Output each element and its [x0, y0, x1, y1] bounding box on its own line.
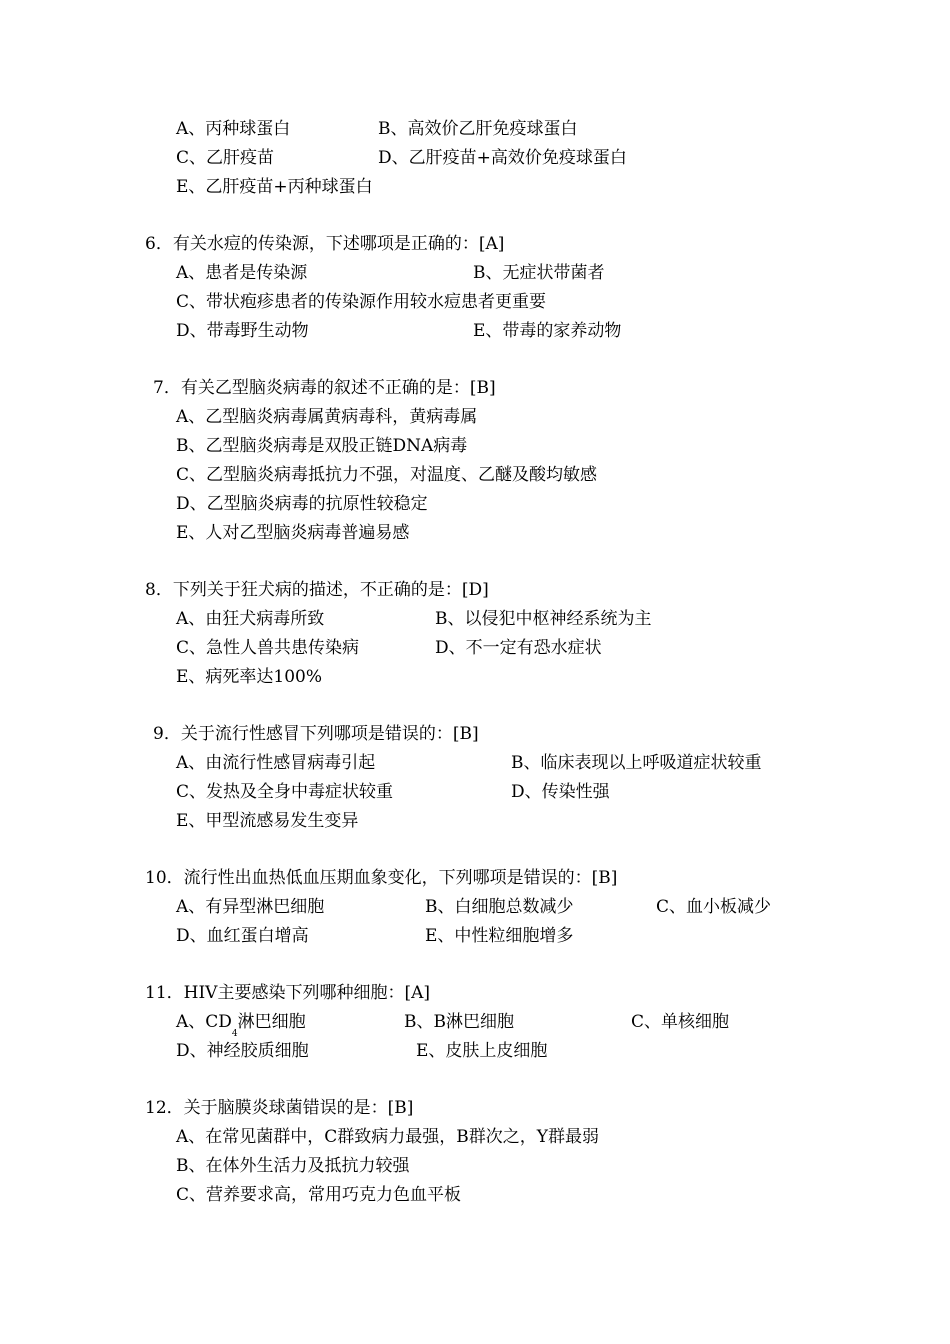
q8-option-b: B、以侵犯中枢神经系统为主 — [435, 609, 652, 629]
q10-stem: 10．流行性出血热低血压期血象变化，下列哪项是错误的：[B] — [145, 868, 618, 888]
q5-option-d: D、乙肝疫苗+高效价免疫球蛋白 — [378, 148, 627, 168]
q7-option-d: D、乙型脑炎病毒的抗原性较稳定 — [176, 494, 428, 514]
q9-option-b: B、临床表现以上呼吸道症状较重 — [511, 753, 762, 773]
q7-stem: 7．有关乙型脑炎病毒的叙述不正确的是：[B] — [153, 378, 496, 398]
q10-option-d: D、血红蛋白增高 — [176, 926, 309, 946]
q7-option-b: B、乙型脑炎病毒是双股正链DNA病毒 — [176, 436, 468, 456]
q6-option-a: A、患者是传染源 — [176, 263, 308, 283]
q11-option-a — [176, 1011, 306, 1039]
q12-option-a: A、在常见菌群中，C群致病力最强，B群次之，Y群最弱 — [176, 1127, 599, 1147]
q11-option-a-suffix: 淋巴细胞 — [237, 1012, 306, 1032]
q8-option-d: D、不一定有恐水症状 — [435, 638, 602, 658]
q11-stem: 11．HIV主要感染下列哪种细胞：[A] — [145, 983, 430, 1003]
q12-stem: 12．关于脑膜炎球菌错误的是：[B] — [145, 1098, 414, 1118]
q6-stem: 6．有关水痘的传染源，下述哪项是正确的：[A] — [145, 234, 505, 254]
q11-option-e: E、皮肤上皮细胞 — [416, 1041, 548, 1061]
q10-option-e: E、中性粒细胞增多 — [425, 926, 574, 946]
q8-stem: 8．下列关于狂犬病的描述，不正确的是：[D] — [145, 580, 489, 600]
q6-option-b: B、无症状带菌者 — [473, 263, 605, 283]
q11-option-a-prefix: A、CD — [176, 1012, 232, 1032]
q8-option-a: A、由狂犬病毒所致 — [176, 609, 325, 629]
q9-option-d: D、传染性强 — [511, 782, 610, 802]
q11-option-a-subscript: 4 — [231, 1029, 238, 1039]
q11-option-c: C、单核细胞 — [631, 1012, 730, 1032]
q10-option-c: C、血小板减少 — [656, 897, 772, 917]
q5-option-e: E、乙肝疫苗+丙种球蛋白 — [176, 177, 373, 197]
q7-option-e: E、人对乙型脑炎病毒普遍易感 — [176, 523, 410, 543]
q5-option-c: C、乙肝疫苗 — [176, 148, 275, 168]
q6-option-e: E、带毒的家养动物 — [473, 321, 622, 341]
q11-option-d: D、神经胶质细胞 — [176, 1041, 309, 1061]
q5-option-b: B、高效价乙肝免疫球蛋白 — [378, 119, 578, 139]
q10-option-a: A、有异型淋巴细胞 — [176, 897, 325, 917]
q10-option-b: B、白细胞总数减少 — [425, 897, 574, 917]
q6-option-d: D、带毒野生动物 — [176, 321, 309, 341]
q8-option-c: C、急性人兽共患传染病 — [176, 638, 360, 658]
q9-option-e: E、甲型流感易发生变异 — [176, 811, 359, 831]
q12-option-c: C、营养要求高，常用巧克力色血平板 — [176, 1185, 462, 1205]
q11-option-b: B、B淋巴细胞 — [404, 1012, 514, 1032]
q7-option-c: C、乙型脑炎病毒抵抗力不强，对温度、乙醚及酸均敏感 — [176, 465, 598, 485]
q7-option-a: A、乙型脑炎病毒属黄病毒科，黄病毒属 — [176, 407, 478, 427]
q8-option-e: E、病死率达100% — [176, 667, 323, 687]
q9-option-c: C、发热及全身中毒症状较重 — [176, 782, 394, 802]
q9-option-a: A、由流行性感冒病毒引起 — [176, 753, 376, 773]
q6-option-c: C、带状疱疹患者的传染源作用较水痘患者更重要 — [176, 292, 547, 312]
q9-stem: 9．关于流行性感冒下列哪项是错误的：[B] — [153, 724, 479, 744]
q5-option-a: A、丙种球蛋白 — [176, 119, 291, 139]
q12-option-b: B、在体外生活力及抵抗力较强 — [176, 1156, 410, 1176]
